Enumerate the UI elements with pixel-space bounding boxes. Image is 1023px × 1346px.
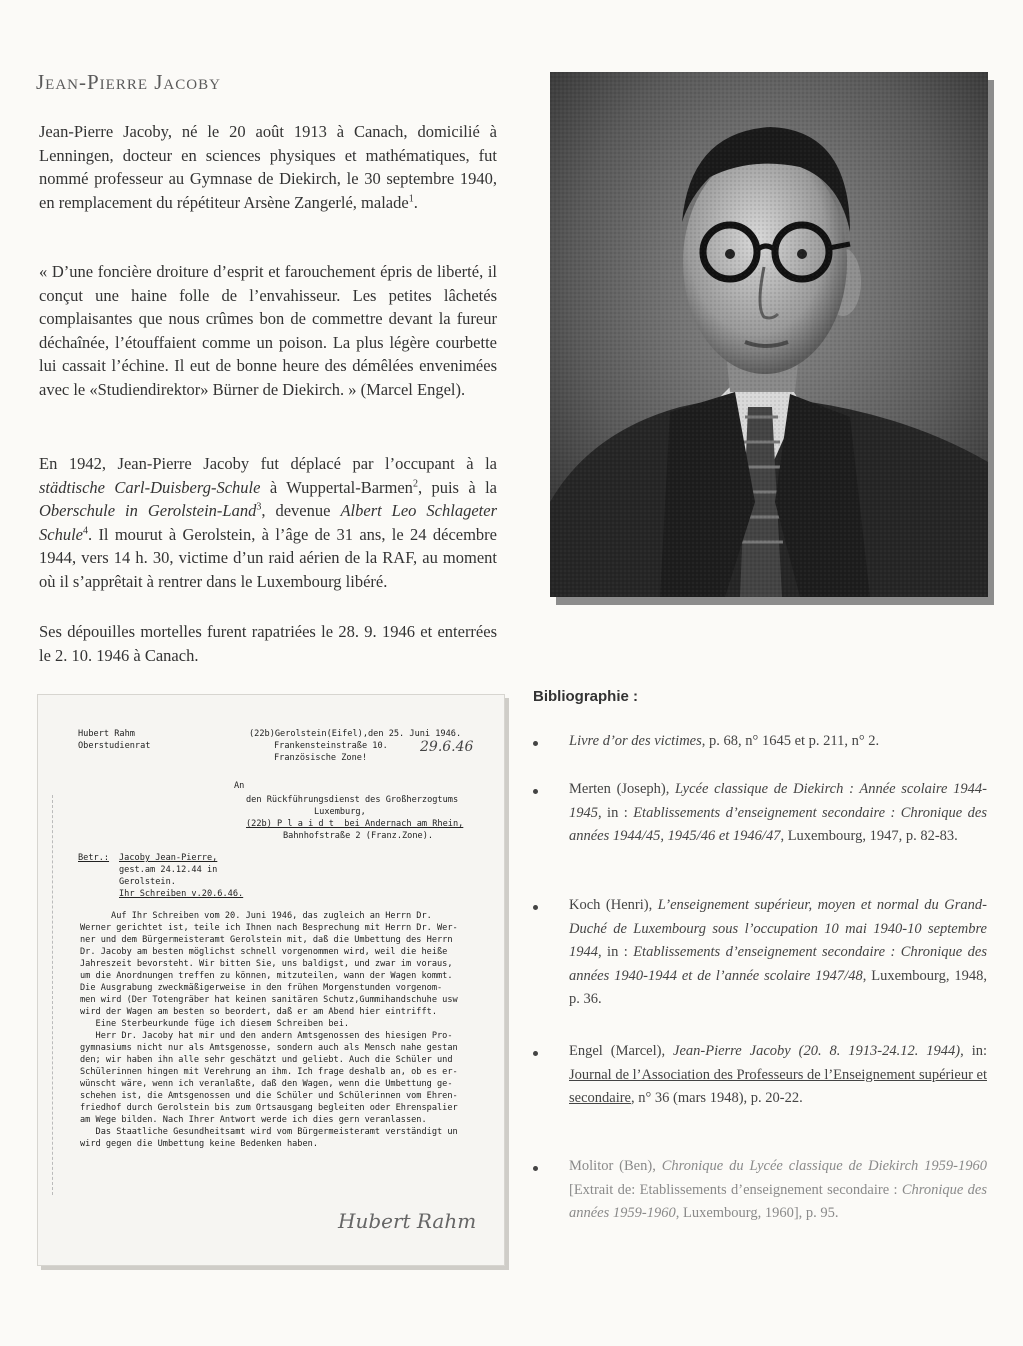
bib-text: , n° 36 (mars 1948), p. 20-22. — [631, 1090, 803, 1106]
letter-fold-edge — [38, 795, 53, 1195]
letter-body-line: Das Staatliche Gesundheitsamt wird vom Bürgermeisteramt verständigt un — [80, 1127, 458, 1137]
letter-street: Frankensteinstraße 10. — [274, 741, 388, 751]
letter-to: An — [234, 781, 245, 791]
letter-recipient-line: den Rückführungsdienst des Großherzogtums — [246, 795, 459, 805]
footnote-ref: 4 — [82, 525, 88, 536]
letter-recipient-line: Luxemburg, — [314, 807, 366, 817]
bibliography-entry — [569, 894, 987, 1012]
letter-subject-line: Ihr Schreiben v.20.6.46. — [119, 889, 244, 899]
bib-text: Engel (Marcel), — [569, 1043, 674, 1059]
letter-place-date: (22b)Gerolstein(Eifel),den 25. Juni 1946. — [249, 729, 462, 739]
letter-sender-name: Hubert Rahm — [78, 729, 135, 739]
text-segment: , devenue — [261, 501, 341, 520]
bullet-icon — [533, 1051, 541, 1059]
letter-body-line: ner und dem Bürgermeisteramt Gerolstein mit, daß die Umbettung des Herrn — [80, 935, 453, 945]
footnote-ref: 1 — [408, 193, 414, 204]
letter-body-line: friedhof durch Gerolstein bis zum Ortsausgang begleiten oder Ehrenspalier — [80, 1103, 458, 1113]
italic-school-name: Oberschule in Gerolstein-Land — [39, 501, 257, 520]
bib-text: Molitor (Ben), — [569, 1158, 662, 1174]
letter-body-line: men wird (Der Totengräber hat keinen sanitären Schutz,Gummihandschuhe usw — [80, 995, 458, 1005]
text-segment: à Wuppertal-Barmen — [260, 477, 413, 497]
letter-body-line: um die Anordnungen treffen zu können, mitzuteilen, wann der Wagen kommt. — [80, 971, 453, 981]
paragraph-quote: « D’une foncière droiture d’esprit et farouchement épris de liberté, il conçut une haine folle de l’envahisseur. Les petites lâchetés complaisantes que nous crûmes bon de commettre devant la fureur déchaînée, l’étouffaient comme un poison. La plus légère courbette lui cassait l’échine. Il eut de bonne heure des démêlées envenimées avec le «Studiendirektor» Bürner de Diekirch. » (Marcel Engel). — [39, 262, 497, 399]
bib-italic: Jean-Pierre Jacoby (20. 8. 1913-24.12. 1944) — [673, 1043, 961, 1059]
bib-italic: Livre d’or des victimes — [569, 733, 702, 749]
bib-italic: L’enseignement supérieur, moyen et normal du Grand-Duché de Luxembourg sous l’occupation 10 mai 1940-10 septembre 1944 — [569, 897, 987, 960]
bib-italic: Etablissements d’enseignement secondaire : Chronique des années 1940-1944 et de l’année scolaire 1947/48 — [569, 944, 987, 984]
letter-body-line: am Wege bilden. Nach Ihrer Antwort werde ich dies gern veranlassen. — [80, 1115, 427, 1125]
bib-italic: Chronique des années 1959-1960 — [569, 1181, 987, 1221]
bib-text: , in : — [598, 804, 634, 821]
letter-body-line: Die Ausgrabung zweckmäßigerweise in den frühen Morgenstunden vorgenom- — [80, 983, 443, 993]
letter-recipient-line: (22b) P l a i d t bei Andernach am Rhein, — [246, 819, 464, 829]
bib-italic: Lycée classique de Diekirch : Année scolaire 1944-1945 — [569, 781, 987, 821]
letter-body-line: wünscht wäre, wenn ich veranlaßte, daß den Wagen, wenn die Umbettung ge- — [80, 1079, 453, 1089]
bib-italic: Etablissements d’enseignement secondaire : Chronique des années 1944/45, 1945/46 et 1946/47 — [569, 804, 987, 844]
bib-text: [Extrait de: Etablissements d’enseignement secondaire : — [569, 1181, 902, 1198]
italic-school-name: städtische Carl-Duisberg-Schule — [39, 477, 261, 497]
text-segment: , puis à la — [417, 477, 497, 497]
bullet-icon — [533, 905, 541, 913]
letter-zone: Französische Zone! — [274, 753, 368, 763]
bullet-icon — [533, 1166, 541, 1174]
letter-body-line: schehen ist, die Amtsgenossen und die Schüler und Schülerinnen vom Ehren- — [80, 1091, 458, 1101]
letter-recipient-line: Bahnhofstraße 2 (Franz.Zone). — [283, 831, 434, 841]
bullet-icon — [533, 789, 541, 797]
letter-signature: Hubert Rahm — [338, 1209, 477, 1233]
letter-body-line: wird gegen die Umbettung keine Bedenken haben. — [80, 1139, 318, 1149]
letter-body-line: Herr Dr. Jacoby hat mir und den andern Amtsgenossen des hiesigen Pro- — [80, 1031, 453, 1041]
footnote-ref: 3 — [256, 501, 262, 513]
bib-text: , in: — [960, 1043, 987, 1059]
letter-body-line: Auf Ihr Schreiben vom 20. Juni 1946, das zugleich an Herrn Dr. — [80, 911, 432, 921]
text-segment: En 1942, Jean-Pierre Jacoby fut déplacé par l’occupant à la — [39, 454, 497, 473]
bib-text: , in : — [598, 944, 634, 960]
bib-text: , p. 68, n° 1645 et p. 211, n° 2. — [701, 733, 880, 749]
letter-subject-line: Jacoby Jean-Pierre, — [119, 853, 218, 863]
letter-body-line: Dr. Jacoby am besten möglichst schnell vorgenommen wird, weil die heiße — [80, 947, 448, 957]
letter-body-line: Jahreszeit bevorsteht. Wir bitten Sie, uns baldigst, und zwar im voraus, — [80, 959, 453, 969]
letter-body-line: gymnasiums nicht nur als Amtsgenosse, sondern auch als Mensch nahe gestan — [80, 1043, 458, 1053]
bibliography-heading: Bibliographie : — [533, 688, 638, 705]
bibliography-entry — [569, 1040, 987, 1111]
letter-body-line: Eine Sterbeurkunde füge ich diesem Schreiben bei. — [80, 1019, 350, 1029]
bib-text: Koch (Henri), — [569, 897, 658, 913]
bib-underlined-title: Journal de l’Association des Professeurs de l’Enseignement supérieur et secondaire — [569, 1066, 987, 1106]
letter-subject-line: Gerolstein. — [119, 877, 176, 887]
letter-body-line: Schülerinnen hingen mit Verehrung an ihm. Ich frage deshalb an, ob es er- — [80, 1067, 458, 1077]
letter-subject-line: gest.am 24.12.44 in — [119, 865, 218, 875]
paragraph-intro-end: . — [413, 192, 418, 212]
letter-sender-title: Oberstudienrat — [78, 741, 151, 751]
bib-text: , Luxembourg, 1948, p. 36. — [569, 967, 987, 1007]
paragraph-repatriation: Ses dépouilles mortelles furent rapatriées le 28. 9. 1946 et enterrées le 2. 10. 1946 à Canach. — [39, 622, 497, 665]
portrait-illustration — [550, 72, 988, 597]
bibliography-entry — [569, 778, 987, 849]
letter-body-line: den; wir haben ihn alle sehr geschätzt und geliebt. Auch die Schüler und — [80, 1055, 453, 1065]
portrait-photo — [550, 72, 988, 597]
letter-scan — [37, 694, 505, 1266]
paragraph-intro-text: Jean-Pierre Jacoby, né le 20 août 1913 à Canach, domicilié à Lenningen, docteur en sciences physiques et mathématiques, fut nommé professeur au Gymnase de Diekirch, le 30 septembre 1940, en remplacement du répétiteur Arsène Zangerlé, malade — [39, 122, 497, 212]
bib-text: , Luxembourg, 1947, p. 82-83. — [780, 828, 958, 844]
bibliography-entry — [569, 1155, 987, 1226]
bib-text: , Luxembourg, 1960], p. 95. — [675, 1205, 839, 1221]
paragraph-intro — [39, 120, 497, 214]
paragraph-deportation — [39, 452, 497, 593]
letter-handwritten-date: 29.6.46 — [420, 739, 474, 755]
letter-body-line: Werner gerichtet ist, teile ich Ihnen nach Besprechung mit Herrn Dr. Wer- — [80, 923, 458, 933]
text-segment: . Il mourut à Gerolstein, à l’âge de 31 ans, le 24 décembre 1944, vers 14 h. 30, victime d’un raid aérien de la RAF, au moment où il s’apprêtait à rentrer dans le Luxembourg libéré. — [39, 524, 497, 591]
italic-school-name: Albert Leo Schlageter Schule — [39, 501, 497, 544]
bullet-icon — [533, 741, 541, 749]
letter-body-line: wird der Wagen am besten so beordert, daß er am Abend hier eintrifft. — [80, 1007, 437, 1017]
letter-subject-label: Betr.: — [78, 853, 110, 863]
page-title: Jean-Pierre Jacoby — [36, 70, 221, 94]
footnote-ref: 2 — [412, 478, 418, 489]
bib-text: Merten (Joseph), — [569, 781, 676, 797]
bibliography-entry — [569, 730, 987, 754]
bib-italic: Chronique du Lycée classique de Diekirch 1959-1960 — [661, 1158, 987, 1174]
